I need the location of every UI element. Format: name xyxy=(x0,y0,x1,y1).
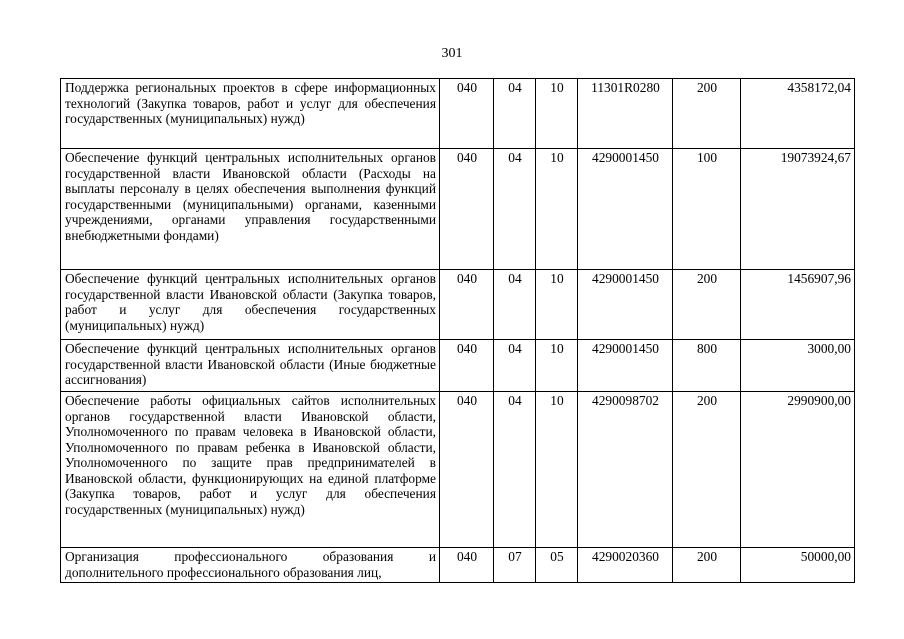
row-expense-type: 200 xyxy=(673,548,741,583)
row-target: 4290020360 xyxy=(578,548,673,583)
row-expense-type: 200 xyxy=(673,79,741,149)
row-subsection: 10 xyxy=(536,270,578,340)
row-expense-type: 200 xyxy=(673,270,741,340)
row-amount: 2990900,00 xyxy=(741,392,855,548)
row-grbs: 040 xyxy=(440,79,494,149)
table-row xyxy=(61,392,855,548)
row-description: Обеспечение работы официальных сайтов исполнительных органов государственной власти Ивановской области, Уполномоченного по правам человека в Ивановской области, Уполномоченного по правам ребенка в Ивановской области, Уполномоченного по защите прав предпринимателей в Ивановской области, функционирующих на единой платформе (Закупка товаров, работ и услуг для обеспечения государственных (муниципальных) нужд) xyxy=(61,392,440,548)
row-expense-type: 200 xyxy=(673,392,741,548)
row-target: 4290001450 xyxy=(578,340,673,392)
row-subsection: 10 xyxy=(536,79,578,149)
row-target: 11301R0280 xyxy=(578,79,673,149)
row-target: 4290001450 xyxy=(578,149,673,270)
row-amount: 19073924,67 xyxy=(741,149,855,270)
row-target: 4290001450 xyxy=(578,270,673,340)
row-grbs: 040 xyxy=(440,149,494,270)
row-description: Обеспечение функций центральных исполнительных органов государственной власти Ивановской области (Закупка товаров, работ и услуг для обеспечения государственных (муниципальных) нужд) xyxy=(61,270,440,340)
row-target: 4290098702 xyxy=(578,392,673,548)
page-number: 301 xyxy=(441,46,463,61)
table-row xyxy=(61,149,855,270)
row-description: Поддержка региональных проектов в сфере информационных технологий (Закупка товаров, работ и услуг для обеспечения государственных (муниципальных) нужд) xyxy=(61,79,440,149)
table-row xyxy=(61,340,855,392)
row-subsection: 10 xyxy=(536,149,578,270)
row-grbs: 040 xyxy=(440,270,494,340)
row-expense-type: 800 xyxy=(673,340,741,392)
row-subsection: 10 xyxy=(536,340,578,392)
row-amount: 4358172,04 xyxy=(741,79,855,149)
row-grbs: 040 xyxy=(440,340,494,392)
row-subsection: 05 xyxy=(536,548,578,583)
row-amount: 3000,00 xyxy=(741,340,855,392)
row-section: 04 xyxy=(494,79,536,149)
row-expense-type: 100 xyxy=(673,149,741,270)
table-row xyxy=(61,270,855,340)
table-row xyxy=(61,79,855,149)
table-row xyxy=(61,548,855,583)
row-description: Обеспечение функций центральных исполнительных органов государственной власти Ивановской области (Иные бюджетные ассигнования) xyxy=(61,340,440,392)
row-description: Обеспечение функций центральных исполнительных органов государственной власти Ивановской области (Расходы на выплаты персоналу в целях обеспечения выполнения функций государственными (муниципальными) органами, казенными учреждениями, органами управления государственными внебюджетными фондами) xyxy=(61,149,440,270)
row-grbs: 040 xyxy=(440,548,494,583)
row-section: 07 xyxy=(494,548,536,583)
row-section: 04 xyxy=(494,270,536,340)
row-amount: 50000,00 xyxy=(741,548,855,583)
row-amount: 1456907,96 xyxy=(741,270,855,340)
row-section: 04 xyxy=(494,340,536,392)
row-section: 04 xyxy=(494,392,536,548)
budget-table xyxy=(60,78,855,583)
row-grbs: 040 xyxy=(440,392,494,548)
row-section: 04 xyxy=(494,149,536,270)
row-subsection: 10 xyxy=(536,392,578,548)
row-description: Организация профессионального образования и дополнительного профессионального образования лиц, xyxy=(61,548,440,583)
